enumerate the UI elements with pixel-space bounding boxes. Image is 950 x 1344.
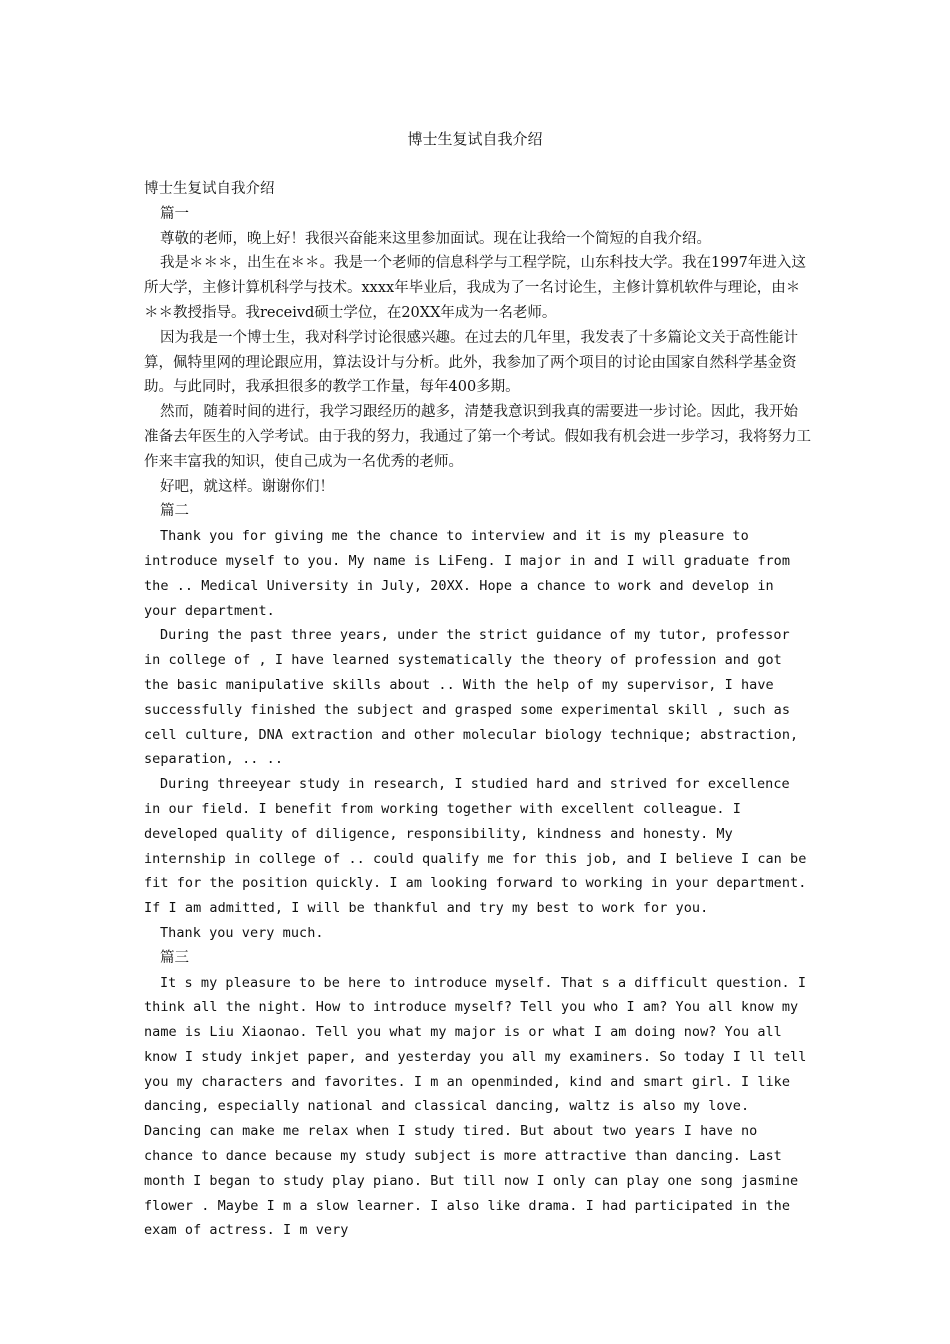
paragraph: It s my pleasure to be here to introduce myself. That s a difficult question. I think all the night. How to introduce myself? Tell you who I am? You all know my name is Liu Xiaonao. Tell you what my major is or what I am doing now? You all know I study inkjet paper, and yesterday you all my examiners. So today I ll tell you my characters and favorites. I m an openminded, kind and smart girl. I like dancing, especially national and classical dancing, waltz is also my love. Dancing can make me relax when I study tired. But about two years I have no chance to dance because my study subject is more attractive than dancing. Last month I began to study play piano. But till now I only can play one song jasmine flower . Maybe I m a slow learner. I also like drama. I had participated in the exam of actress. I m very (144, 974, 807, 1239)
paragraph: Thank you very much. (160, 924, 324, 941)
section-label-1: 篇一 (160, 205, 189, 222)
paragraph: 然而，随着时间的进行，我学习跟经历的越多，清楚我意识到我真的需要进一步讨论。因此，我开始准备去年医生的入学考试。由于我的努力，我通过了第一个考试。假如我有机会进一步学习，我将努力工作来丰富我的知识，使自己成为一名优秀的老师。 (144, 404, 811, 470)
section-heading: 博士生复试自我介绍 (144, 181, 275, 197)
paragraph: During threeyear study in research, I studied hard and strived for excellence in our field. I benefit from working together with excellent colleague. I developed quality of diligence, responsibility, kindness and honesty. My internship in college of .. could qualify me for this job, and I believe I can be fit for the position quickly. I am looking forward to working in your department. If I am admitted, I will be thankful and try my best to work for you. (144, 776, 807, 917)
section-label-3: 篇三 (160, 949, 189, 966)
paragraph: During the past three years, under the strict guidance of my tutor, professor in college of , I have learned systematically the theory of profession and got the basic manipulative skills about .. With the help of my supervisor, I have successfully finished the subject and grasped some experimental skill , such as cell culture, DNA extraction and other molecular biology technique; abstraction, separation, .. .. (144, 627, 799, 768)
section-label-2: 篇二 (160, 503, 189, 520)
paragraph: 因为我是一个博士生，我对科学讨论很感兴趣。在过去的几年里，我发表了十多篇论文关于高性能计算，佩特里网的理论跟应用，算法设计与分析。此外，我参加了两个项目的讨论由国家自然科学基金资助。与此同时，我承担很多的教学工作量，每年400多期。 (144, 329, 798, 396)
document-title: 博士生复试自我介绍 (407, 130, 543, 148)
paragraph: 我是＊＊＊，出生在＊＊。我是一个老师的信息科学与工程学院，山东科技大学。我在1997年进入这所大学，主修计算机科学与技术。xxxx年毕业后，我成为了一名讨论生，主修计算机软件与理论，由＊＊＊教授指导。我receivd硕士学位，在20XX年成为一名老师。 (144, 255, 806, 321)
paragraph: 尊敬的老师，晚上好！我很兴奋能来这里参加面试。现在让我给一个简短的自我介绍。 (160, 230, 711, 247)
paragraph: 好吧，就这样。谢谢你们！ (160, 478, 334, 495)
paragraph: Thank you for giving me the chance to interview and it is my pleasure to introduce myself to you. My name is LiFeng. I major in and I will graduate from the .. Medical University in July, 20XX. Hope a chance to work and develop in your department. (144, 528, 791, 619)
document-body (144, 177, 812, 1243)
